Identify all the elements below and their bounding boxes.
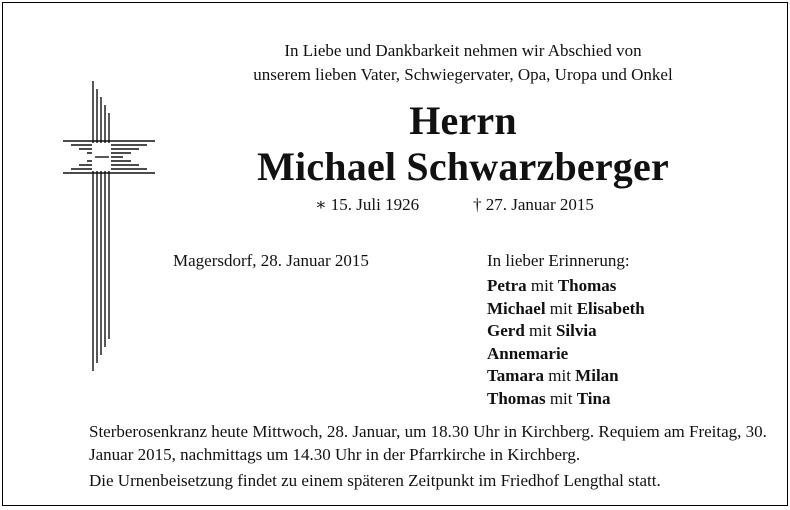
deceased-name: Michael Schwarzberger: [257, 144, 669, 189]
family-entry: [487, 320, 645, 343]
family-first: Petra: [487, 276, 527, 295]
family-conn: mit: [526, 276, 558, 295]
family-second: Milan: [575, 366, 619, 385]
family-entry: [487, 365, 645, 388]
family-entry: [487, 343, 645, 366]
obituary-notice: [2, 2, 788, 506]
family-first: Gerd: [487, 321, 525, 340]
death-date: † 27. Januar 2015: [473, 195, 594, 214]
line-cross-icon: [63, 81, 163, 381]
family-conn: mit: [544, 366, 576, 385]
service-notice: [89, 420, 779, 492]
service-paragraph-2: Die Urnenbeisetzung findet zu einem späteren Zeitpunkt im Friedhof Lengthal statt.: [89, 471, 661, 490]
family-first: Tamara: [487, 366, 544, 385]
birth-date: ∗ 15. Juli 1926: [315, 195, 420, 214]
salutation: Herrn: [409, 98, 517, 143]
family-first: Michael: [487, 298, 546, 318]
memory-heading: In lieber Erinnerung:: [487, 251, 630, 270]
deceased-name-block: [173, 98, 753, 190]
place-and-date: Magersdorf, 28. Januar 2015: [173, 251, 369, 270]
family-second: Thomas: [557, 276, 617, 295]
family-conn: mit: [545, 298, 577, 318]
family-entry: [487, 388, 645, 411]
family-conn: mit: [545, 388, 577, 408]
family-entry: [487, 298, 645, 321]
family-second: Tina: [576, 388, 611, 408]
intro-line-1: In Liebe und Dankbarkeit nehmen wir Abschied von: [284, 41, 642, 60]
family-second: Silvia: [555, 321, 597, 340]
family-first: Annemarie: [487, 343, 569, 363]
family-first: Thomas: [487, 388, 546, 408]
family-entry: [487, 275, 645, 298]
family-conn: mit: [524, 321, 556, 340]
intro-line-2: unserem lieben Vater, Schwiegervater, Opa, Uropa und Onkel: [253, 65, 673, 84]
family-list: [487, 275, 645, 410]
family-second: Elisabeth: [576, 298, 645, 318]
intro-text: [173, 39, 753, 87]
service-paragraph-1: Sterberosenkranz heute Mittwoch, 28. Januar, um 18.30 Uhr in Kirchberg. Requiem am Freitag, 30. Januar 2015, nachmittags um 14.30 Uhr in der Pfarrkirche in Kirchberg.: [89, 422, 767, 464]
